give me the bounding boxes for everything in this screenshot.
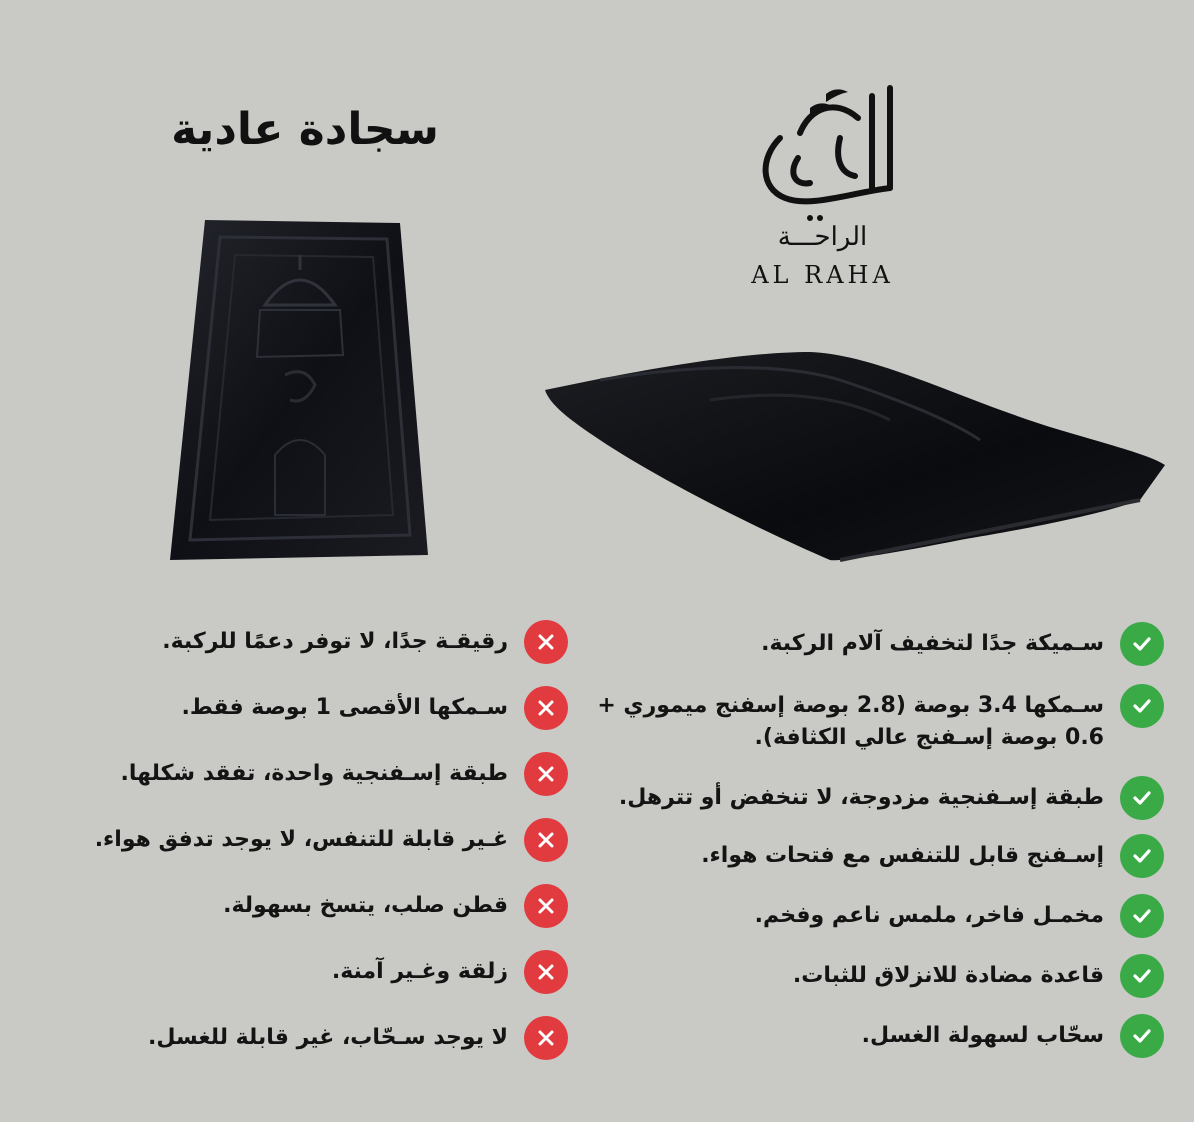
check-icon — [1120, 1014, 1164, 1058]
al-raha-feature-item — [862, 1014, 1164, 1058]
regular-feature-item — [181, 686, 568, 730]
regular-feature-item — [162, 620, 568, 664]
cross-icon — [524, 620, 568, 664]
regular-mat-image — [165, 215, 435, 565]
regular-feature-text: قطن صلب، يتسخ بسهولة. — [223, 893, 508, 918]
regular-feature-text: طبقة إسـفنجية واحدة، تفقد شكلها. — [120, 761, 508, 786]
check-icon — [1120, 834, 1164, 878]
check-icon — [1120, 622, 1164, 666]
regular-feature-text: غـير قابلة للتنفس، لا يوجد تدفق هواء. — [94, 827, 508, 852]
al-raha-feature-text: مخمـل فاخر، ملمس ناعم وفخم. — [754, 903, 1104, 928]
regular-feature-text: رقيقـة جدًا، لا توفر دعمًا للركبة. — [162, 629, 508, 654]
regular-mat-title: سجادة عادية — [171, 104, 439, 155]
al-raha-feature-text: سـميكة جدًا لتخفيف آلام الركبة. — [761, 631, 1104, 656]
check-icon — [1120, 894, 1164, 938]
regular-feature-item — [120, 752, 568, 796]
cross-icon — [524, 752, 568, 796]
al-raha-feature-text: سـمكها 3.4 بوصة (2.8 بوصة إسفنج ميموري + 0.6 بوصة إسـفنج عالي الكثافة). — [597, 693, 1104, 750]
al-raha-feature-item — [793, 954, 1164, 998]
regular-feature-item — [223, 884, 568, 928]
regular-feature-text: لا يوجد سـحّاب، غير قابلة للغسل. — [147, 1025, 508, 1050]
al-raha-feature-text: طبقة إسـفنجية مزدوجة، لا تنخفض أو تترهل. — [618, 785, 1104, 810]
al-raha-feature-text: إسـفنج قابل للتنفس مع فتحات هواء. — [701, 843, 1104, 868]
al-raha-feature-text: سحّاب لسهولة الغسل. — [861, 1023, 1104, 1048]
regular-feature-item — [148, 1016, 568, 1060]
check-icon — [1120, 684, 1164, 728]
cross-icon — [524, 1016, 568, 1060]
al-raha-logo — [740, 78, 910, 288]
check-icon — [1120, 776, 1164, 820]
regular-feature-item — [95, 818, 568, 862]
regular-feature-text: زلقة وغـير آمنة. — [331, 959, 508, 984]
logo-arabic-wordmark: الراحـــة — [777, 222, 868, 252]
al-raha-features-list — [574, 622, 1164, 1062]
cross-icon — [524, 884, 568, 928]
regular-feature-item — [332, 950, 568, 994]
al-raha-feature-item — [761, 622, 1164, 666]
regular-feature-text: سـمكها الأقصى 1 بوصة فقط. — [181, 695, 508, 720]
regular-features-list — [8, 620, 568, 1060]
cross-icon — [524, 818, 568, 862]
check-icon — [1120, 954, 1164, 998]
logo-latin-wordmark: AL RAHA — [751, 261, 894, 284]
cross-icon — [524, 686, 568, 730]
al-raha-mat-image — [540, 340, 1170, 565]
al-raha-feature-item — [574, 684, 1164, 754]
cross-icon — [524, 950, 568, 994]
al-raha-feature-item — [755, 894, 1164, 938]
al-raha-feature-item — [619, 776, 1164, 820]
al-raha-feature-item — [701, 834, 1164, 878]
al-raha-feature-text: قاعدة مضادة للانزلاق للثبات. — [792, 963, 1104, 988]
